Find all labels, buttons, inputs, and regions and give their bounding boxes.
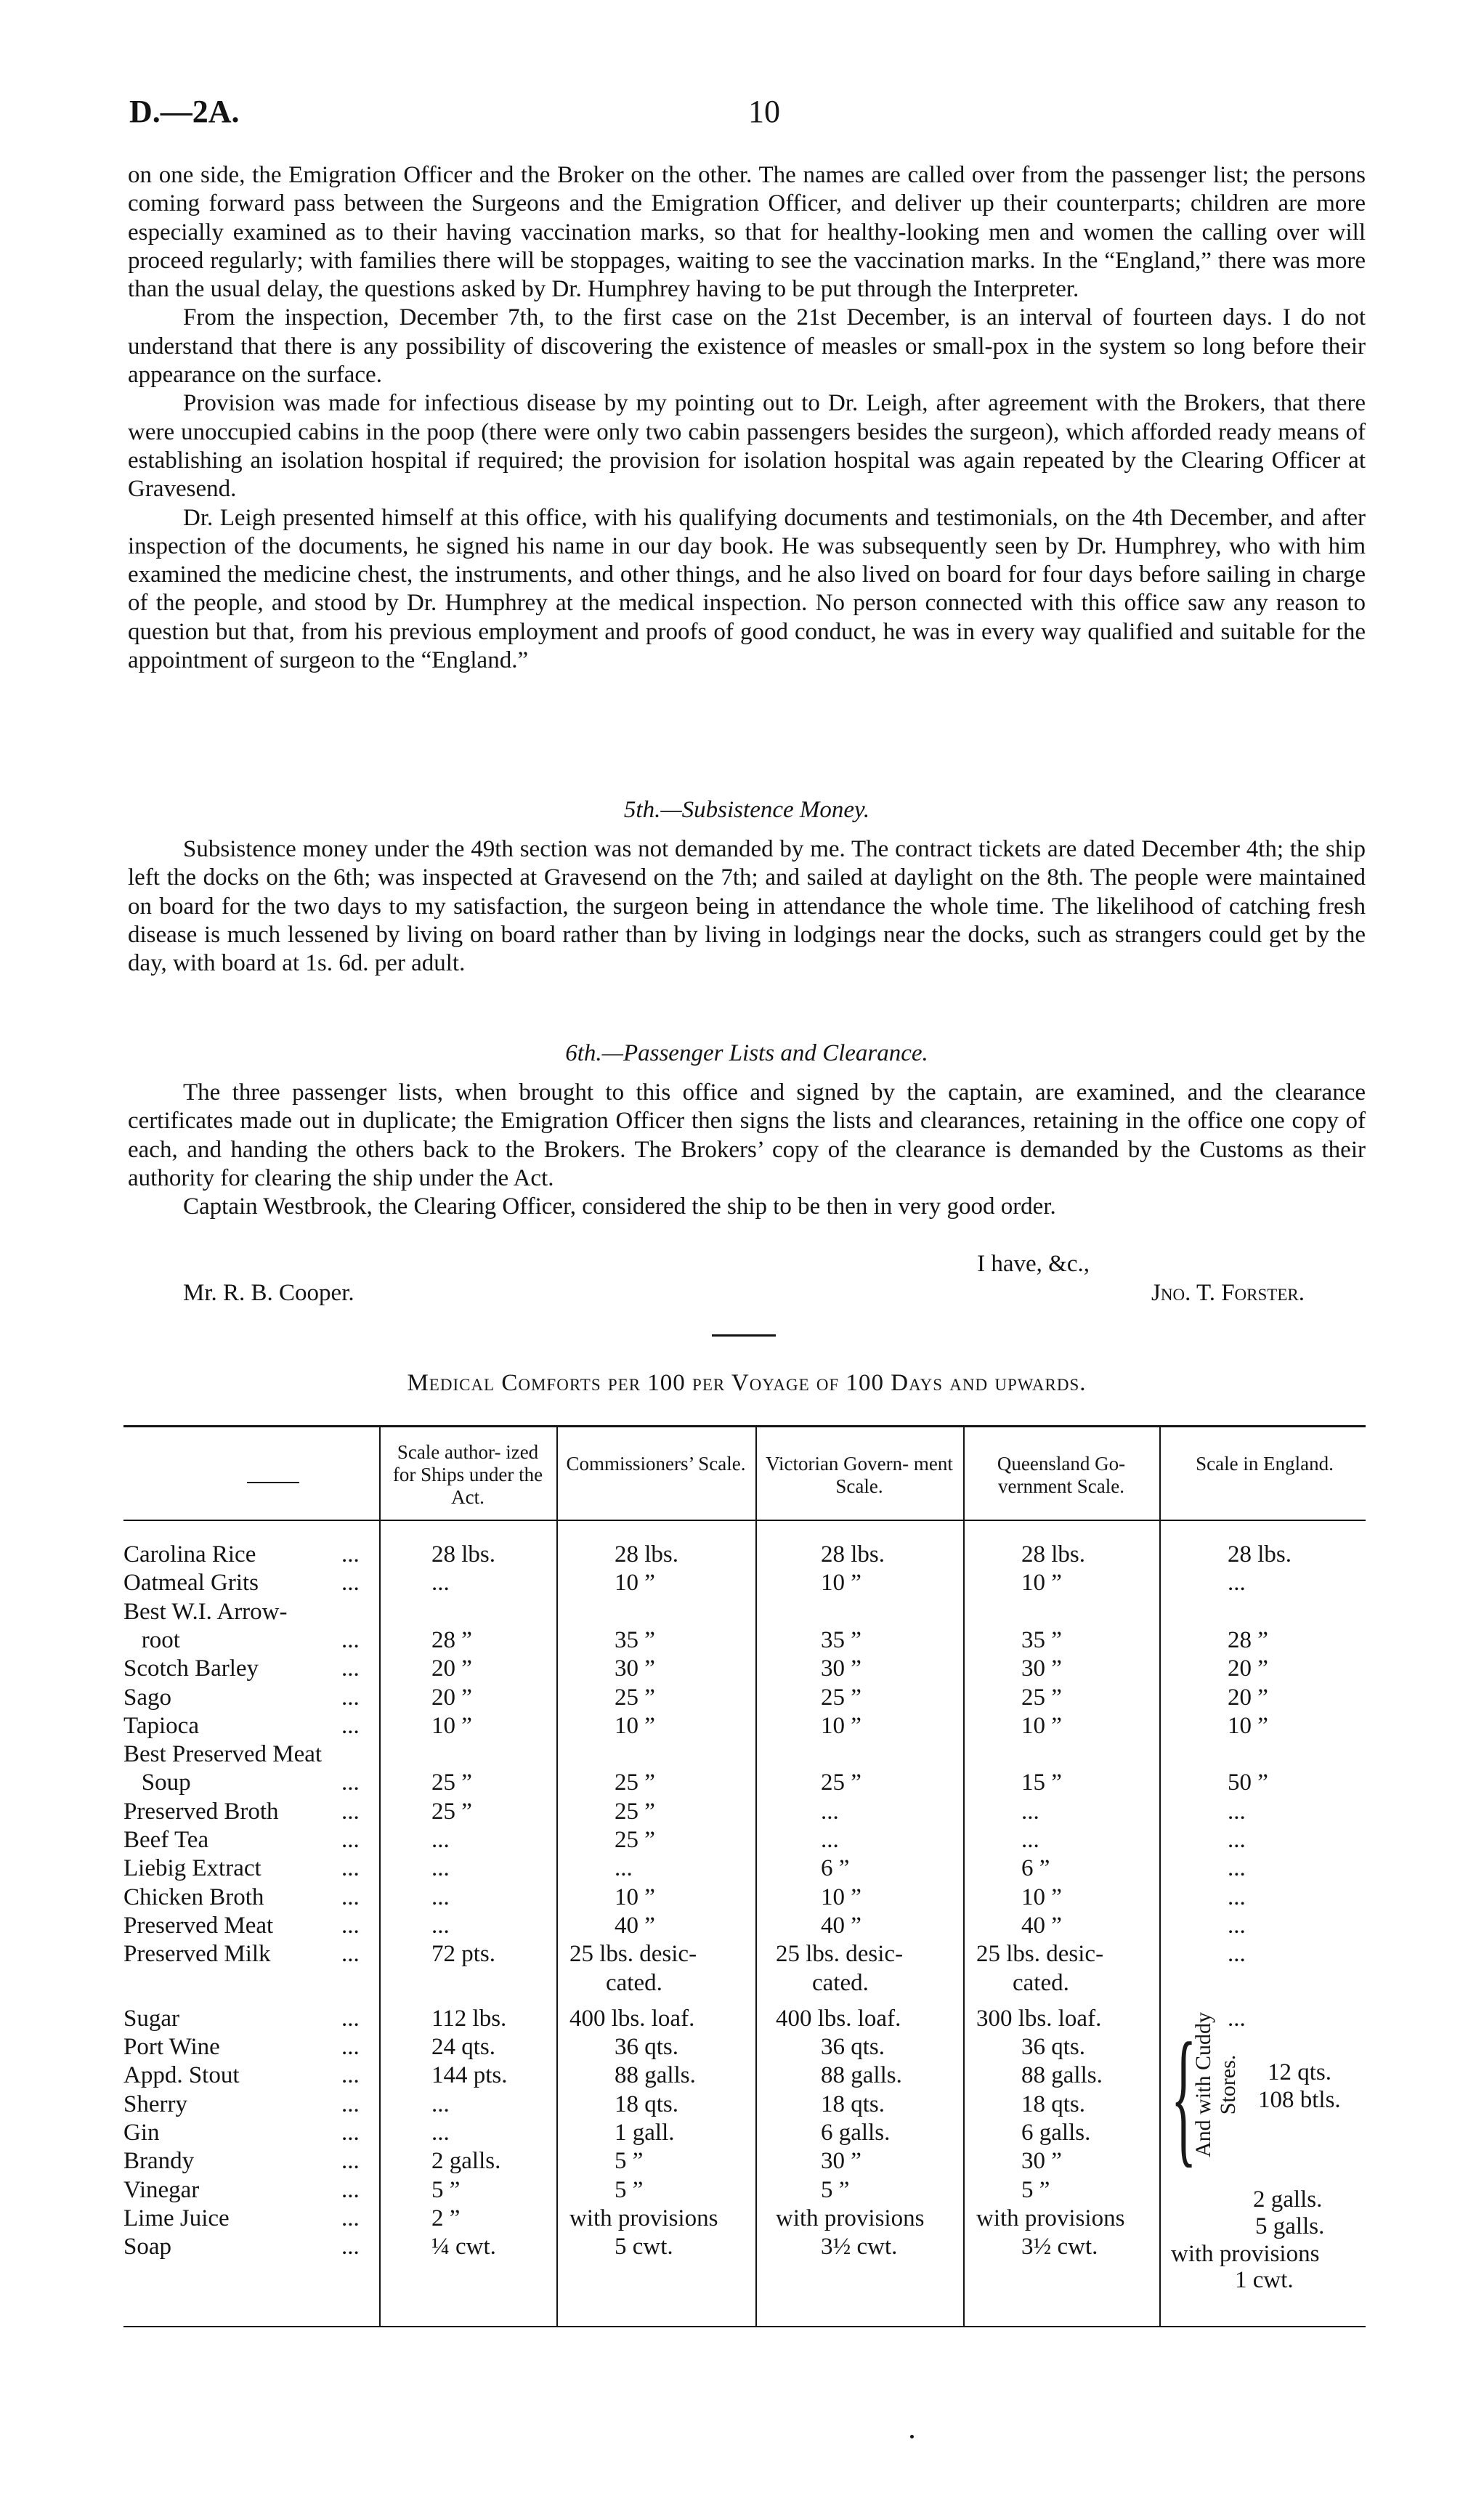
table-cell: 5 ” <box>821 2176 850 2203</box>
table-cell: 25 ” <box>1021 1684 1062 1711</box>
row-label: Brandy <box>123 2148 195 2175</box>
table-bottom-rule <box>123 2326 1366 2327</box>
table-cell: 2 galls. <box>431 2148 501 2175</box>
row-leader-dots: ... <box>341 2176 360 2203</box>
table-cell: 10 ” <box>1021 1570 1062 1597</box>
row-label: Preserved Broth <box>123 1798 279 1825</box>
column-divider <box>1159 1425 1161 2326</box>
table-cell: 10 ” <box>1021 1712 1062 1739</box>
table-cell: 30 ” <box>821 1655 861 1682</box>
table-cell: 88 galls. <box>615 2062 696 2089</box>
footer-dot <box>910 2435 914 2438</box>
table-cell: 30 ” <box>1021 2148 1062 2175</box>
table-cell: 30 ” <box>821 2148 861 2175</box>
table-cell: ... <box>615 1855 633 1882</box>
table-title: Medical Comforts per 100 per Voyage of 100 Days and upwards. <box>407 1370 1087 1396</box>
table-cell: ... <box>1021 1798 1039 1825</box>
table-cell: 36 qts. <box>615 2034 679 2061</box>
column-header: Scale in England. <box>1196 1453 1334 1475</box>
table-cell: ... <box>431 2120 450 2146</box>
paragraph: From the inspection, December 7th, to the first case on the 21st December, is an interval of fourteen days. I do not understand that there is any possibility of discovering the existence of measles or small-pox in the system so long before their appearance on the surface. <box>128 304 1366 389</box>
table-top-rule <box>123 1425 1366 1427</box>
column-header: Victorian Govern- ment Scale. <box>766 1453 953 1497</box>
table-cell: 28 lbs. <box>821 1541 885 1568</box>
row-label: Liebig Extract <box>123 1855 261 1882</box>
table-cell: 2 ” <box>431 2205 461 2231</box>
paragraph: The three passenger lists, when brought to this office and signed by the captain, are examined, and the clearance certificates made out in duplicate; the Emigration Officer then signs the lists and clearances, retaining in the office one copy of each, and handing the others back to the Brokers. The Brokers’ copy of the clearance is demanded by the Customs as their authority for clearing the ship under the Act. <box>128 1079 1366 1191</box>
table-cell: 5 cwt. <box>615 2234 673 2260</box>
table-cell: 35 ” <box>821 1626 861 1653</box>
table-cell: 108 btls. <box>1258 2087 1341 2113</box>
section-body <box>128 835 1366 978</box>
table-cell: with provisions <box>569 2205 718 2231</box>
row-label: Sago <box>123 1684 171 1711</box>
table-cell: 25 ” <box>615 1798 655 1825</box>
table-cell: ... <box>1228 2005 1246 2032</box>
table-header-rule <box>123 1520 1366 1521</box>
table-cell: 25 ” <box>431 1798 472 1825</box>
row-label: Vinegar <box>123 2176 200 2203</box>
table-cell: ... <box>1228 1570 1246 1597</box>
column-divider <box>379 1425 381 2326</box>
row-label: Scotch Barley <box>123 1655 259 1682</box>
table-cell: ... <box>431 1912 450 1939</box>
table-cell: 6 galls. <box>821 2120 891 2146</box>
table-cell: 10 ” <box>431 1712 472 1739</box>
table-cell: 20 ” <box>431 1684 472 1711</box>
table-cell: ... <box>431 1884 450 1910</box>
table-cell: 18 qts. <box>615 2091 679 2117</box>
row-label: Sherry <box>123 2091 187 2117</box>
table-cell: 25 ” <box>821 1684 861 1711</box>
table-cell: 50 ” <box>1228 1769 1268 1796</box>
paragraph: on one side, the Emigration Officer and the Broker on the other. The names are called over from the passenger list; the persons coming forward pass between the Surgeons and the Emigration Officer, and deliver up their counterparts; children are more especially examined as to their having vaccination marks, so that for healthy-looking men and women the calling over will proceed regularly; with families there will be stoppages, waiting to see the vaccination marks. In the “England,” there was more than the usual delay, the questions asked by Dr. Humphrey having to be put through the Interpreter. <box>128 162 1366 303</box>
table-cell: 6 ” <box>1021 1855 1050 1882</box>
row-label: Oatmeal Grits <box>123 1570 259 1597</box>
table-cell: 10 ” <box>821 1712 861 1739</box>
row-label: Port Wine <box>123 2034 220 2061</box>
table-cell: with provisions <box>976 2205 1125 2231</box>
table-cell: ... <box>431 1827 450 1853</box>
table-cell: cated. <box>606 1969 662 1996</box>
table-cell: 25 ” <box>615 1684 655 1711</box>
section-heading: 6th.—Passenger Lists and Clearance. <box>565 1040 928 1066</box>
table-cell: 25 lbs. desic- <box>976 1941 1104 1968</box>
document-reference: D.—2A. <box>129 94 240 129</box>
table-cell: ... <box>431 1855 450 1882</box>
row-leader-dots: ... <box>341 2205 360 2231</box>
table-cell: 28 ” <box>1228 1626 1268 1653</box>
row-leader-dots: ... <box>341 2062 360 2089</box>
table-cell: ... <box>1228 1884 1246 1910</box>
table-cell: 5 ” <box>431 2176 461 2203</box>
row-leader-dots: ... <box>341 1912 360 1939</box>
row-leader-dots: ... <box>341 1769 360 1796</box>
row-leader-dots: ... <box>341 1655 360 1682</box>
table-cell: 72 pts. <box>431 1941 496 1968</box>
row-leader-dots: ... <box>341 1941 360 1968</box>
row-label: Best W.I. Arrow- <box>123 1598 288 1625</box>
table-cell: ... <box>821 1798 839 1825</box>
table-cell: ... <box>821 1827 839 1853</box>
table-cell: 28 lbs. <box>615 1541 679 1568</box>
table-cell: 112 lbs. <box>431 2005 507 2032</box>
paragraph: Provision was made for infectious disease by my pointing out to Dr. Leigh, after agreement with the Brokers, that there were unoccupied cabins in the poop (there were only two cabin passengers besides the surgeon), which afforded ready means of establishing an isolation hospital if required; the provision for isolation hospital was again repeated by the Clearing Officer at Gravesend. <box>128 390 1366 503</box>
header-dash <box>247 1482 299 1483</box>
table-cell: 40 ” <box>1021 1912 1062 1939</box>
table-cell: 5 ” <box>1021 2176 1050 2203</box>
row-leader-dots: ... <box>341 1626 360 1653</box>
table-cell: 10 ” <box>1228 1712 1268 1739</box>
row-label: root <box>123 1626 180 1653</box>
row-leader-dots: ... <box>341 1827 360 1853</box>
table-cell: ... <box>431 2091 450 2117</box>
table-cell: 10 ” <box>615 1712 655 1739</box>
table-cell: 10 ” <box>615 1570 655 1597</box>
row-leader-dots: ... <box>341 2091 360 2117</box>
row-leader-dots: ... <box>341 2120 360 2146</box>
row-leader-dots: ... <box>341 1712 360 1739</box>
table-cell: 300 lbs. loaf. <box>976 2005 1102 2032</box>
row-leader-dots: ... <box>341 2034 360 2061</box>
addressee: Mr. R. B. Cooper. <box>183 1280 354 1306</box>
section-body <box>128 1079 1366 1221</box>
table-cell: 36 qts. <box>821 2034 885 2061</box>
row-label: Best Preserved Meat <box>123 1741 323 1768</box>
signature: Jno. T. Forster. <box>1151 1280 1305 1306</box>
row-leader-dots: ... <box>341 2148 360 2175</box>
table-cell: 5 ” <box>615 2176 644 2203</box>
row-leader-dots: ... <box>341 1798 360 1825</box>
table-cell: 40 ” <box>821 1912 861 1939</box>
table-cell: 10 ” <box>821 1884 861 1910</box>
row-label: Chicken Broth <box>123 1884 264 1910</box>
table-cell: ¼ cwt. <box>431 2234 496 2260</box>
column-header: Scale author- ized for Ships under the Act. <box>392 1441 543 1508</box>
table-cell: 25 ” <box>821 1769 861 1796</box>
table-cell: 30 ” <box>615 1655 655 1682</box>
letter-body-top <box>128 161 1366 675</box>
column-divider <box>556 1425 558 2326</box>
table-cell: 25 ” <box>431 1769 472 1796</box>
table-cell: 6 ” <box>821 1855 850 1882</box>
table-cell: 30 ” <box>1021 1655 1062 1682</box>
table-cell: 20 ” <box>1228 1684 1268 1711</box>
column-header: Queensland Go- vernment Scale. <box>997 1453 1126 1497</box>
table-cell: 144 pts. <box>431 2062 508 2089</box>
column-divider <box>963 1425 965 2326</box>
paragraph: Dr. Leigh presented himself at this office, with his qualifying documents and testimonials, on the 4th December, and after inspection of the documents, he signed his name in our day book. He was subsequently seen by Dr. Humphrey, who with him examined the medicine chest, the instruments, and other things, and he also lived on board for four days before sailing in charge of the people, and stood by Dr. Humphrey at the medical inspection. No person connected with this office saw any reason to question but that, from his previous employment and proofs of good conduct, he was in every way qualified and suitable for the appointment of surgeon to the “England.” <box>128 504 1366 674</box>
row-label: Sugar <box>123 2005 179 2032</box>
table-cell: ... <box>1228 1827 1246 1853</box>
table-cell: 10 ” <box>821 1570 861 1597</box>
section-divider <box>712 1334 776 1337</box>
table-cell: 88 galls. <box>1021 2062 1103 2089</box>
table-cell: 24 qts. <box>431 2034 496 2061</box>
row-label: Carolina Rice <box>123 1541 256 1568</box>
paragraph: Subsistence money under the 49th section was not demanded by me. The contract tickets are dated December 4th; the ship left the docks on the 6th; was inspected at Gravesend on the 7th; and sailed at daylight on the 8th. The people were maintained on board for the two days to my satisfaction, the surgeon being in attendance the whole time. The likelihood of catching fresh disease is much lessened by living on board rather than by living in lodgings near the docks, such as strangers could get by the day, with board at 1s. 6d. per adult. <box>128 836 1366 977</box>
row-leader-dots: ... <box>341 2005 360 2032</box>
table-cell: ... <box>1228 1798 1246 1825</box>
row-label: Beef Tea <box>123 1827 209 1853</box>
table-cell: 5 galls. <box>1255 2213 1325 2239</box>
table-cell: 400 lbs. loaf. <box>776 2005 901 2032</box>
table-cell: 400 lbs. loaf. <box>569 2005 695 2032</box>
table-cell: 15 ” <box>1021 1769 1062 1796</box>
row-leader-dots: ... <box>341 1884 360 1910</box>
table-cell: 18 qts. <box>821 2091 885 2117</box>
row-label: Lime Juice <box>123 2205 230 2231</box>
table-cell: 25 lbs. desic- <box>569 1941 697 1968</box>
row-label: Soap <box>123 2234 171 2260</box>
brace-mark: { <box>1171 2012 1197 2181</box>
table-cell: cated. <box>1013 1969 1069 1996</box>
row-leader-dots: ... <box>341 1855 360 1882</box>
table-cell: 5 ” <box>615 2148 644 2175</box>
row-label: Gin <box>123 2120 160 2146</box>
table-cell: 1 gall. <box>615 2120 675 2146</box>
table-cell: 3½ cwt. <box>821 2234 898 2260</box>
table-cell: 2 galls. <box>1253 2186 1323 2213</box>
table-cell: with provisions <box>776 2205 925 2231</box>
table-cell: 20 ” <box>431 1655 472 1682</box>
table-cell: 35 ” <box>1021 1626 1062 1653</box>
table-cell: ... <box>431 1570 450 1597</box>
row-label: Preserved Meat <box>123 1912 274 1939</box>
table-cell: 6 galls. <box>1021 2120 1091 2146</box>
row-leader-dots: ... <box>341 2234 360 2260</box>
table-cell: 18 qts. <box>1021 2091 1086 2117</box>
table-cell: ... <box>1021 1827 1039 1853</box>
table-cell: with provisions <box>1171 2241 1320 2267</box>
row-leader-dots: ... <box>341 1541 360 1568</box>
table-cell: ... <box>1228 1941 1246 1968</box>
column-divider <box>755 1425 757 2326</box>
row-leader-dots: ... <box>341 1684 360 1711</box>
table-cell: 25 lbs. desic- <box>776 1941 904 1968</box>
table-cell: 12 qts. <box>1268 2059 1332 2085</box>
table-cell: ... <box>1228 1912 1246 1939</box>
closing-line: I have, &c., <box>977 1251 1090 1277</box>
table-cell: 28 lbs. <box>431 1541 496 1568</box>
column-header: Commissioners’ Scale. <box>566 1453 746 1475</box>
page-number: 10 <box>748 94 780 129</box>
table-cell: cated. <box>812 1969 869 1996</box>
table-cell: 10 ” <box>615 1884 655 1910</box>
table-cell: 88 galls. <box>821 2062 902 2089</box>
row-label: Soup <box>123 1769 191 1796</box>
table-cell: 20 ” <box>1228 1655 1268 1682</box>
row-label: Preserved Milk <box>123 1941 271 1968</box>
table-cell: 3½ cwt. <box>1021 2234 1098 2260</box>
table-cell: 36 qts. <box>1021 2034 1086 2061</box>
table-cell: 35 ” <box>615 1626 655 1653</box>
row-leader-dots: ... <box>341 1570 360 1597</box>
paragraph: Captain Westbrook, the Clearing Officer, considered the ship to be then in very good order. <box>183 1193 1056 1220</box>
table-cell: 28 lbs. <box>1021 1541 1086 1568</box>
section-heading: 5th.—Subsistence Money. <box>623 797 870 823</box>
table-cell: ... <box>1228 1855 1246 1882</box>
table-cell: 25 ” <box>615 1769 655 1796</box>
row-label: Appd. Stout <box>123 2062 240 2089</box>
table-cell: 28 lbs. <box>1228 1541 1292 1568</box>
cuddy-stores-note: And with Cuddy Stores. <box>1191 2012 1240 2158</box>
row-label: Tapioca <box>123 1712 199 1739</box>
table-cell: 25 ” <box>615 1827 655 1853</box>
table-cell: 10 ” <box>1021 1884 1062 1910</box>
table-cell: 40 ” <box>615 1912 655 1939</box>
table-cell: 1 cwt. <box>1235 2267 1294 2293</box>
table-cell: 28 ” <box>431 1626 472 1653</box>
